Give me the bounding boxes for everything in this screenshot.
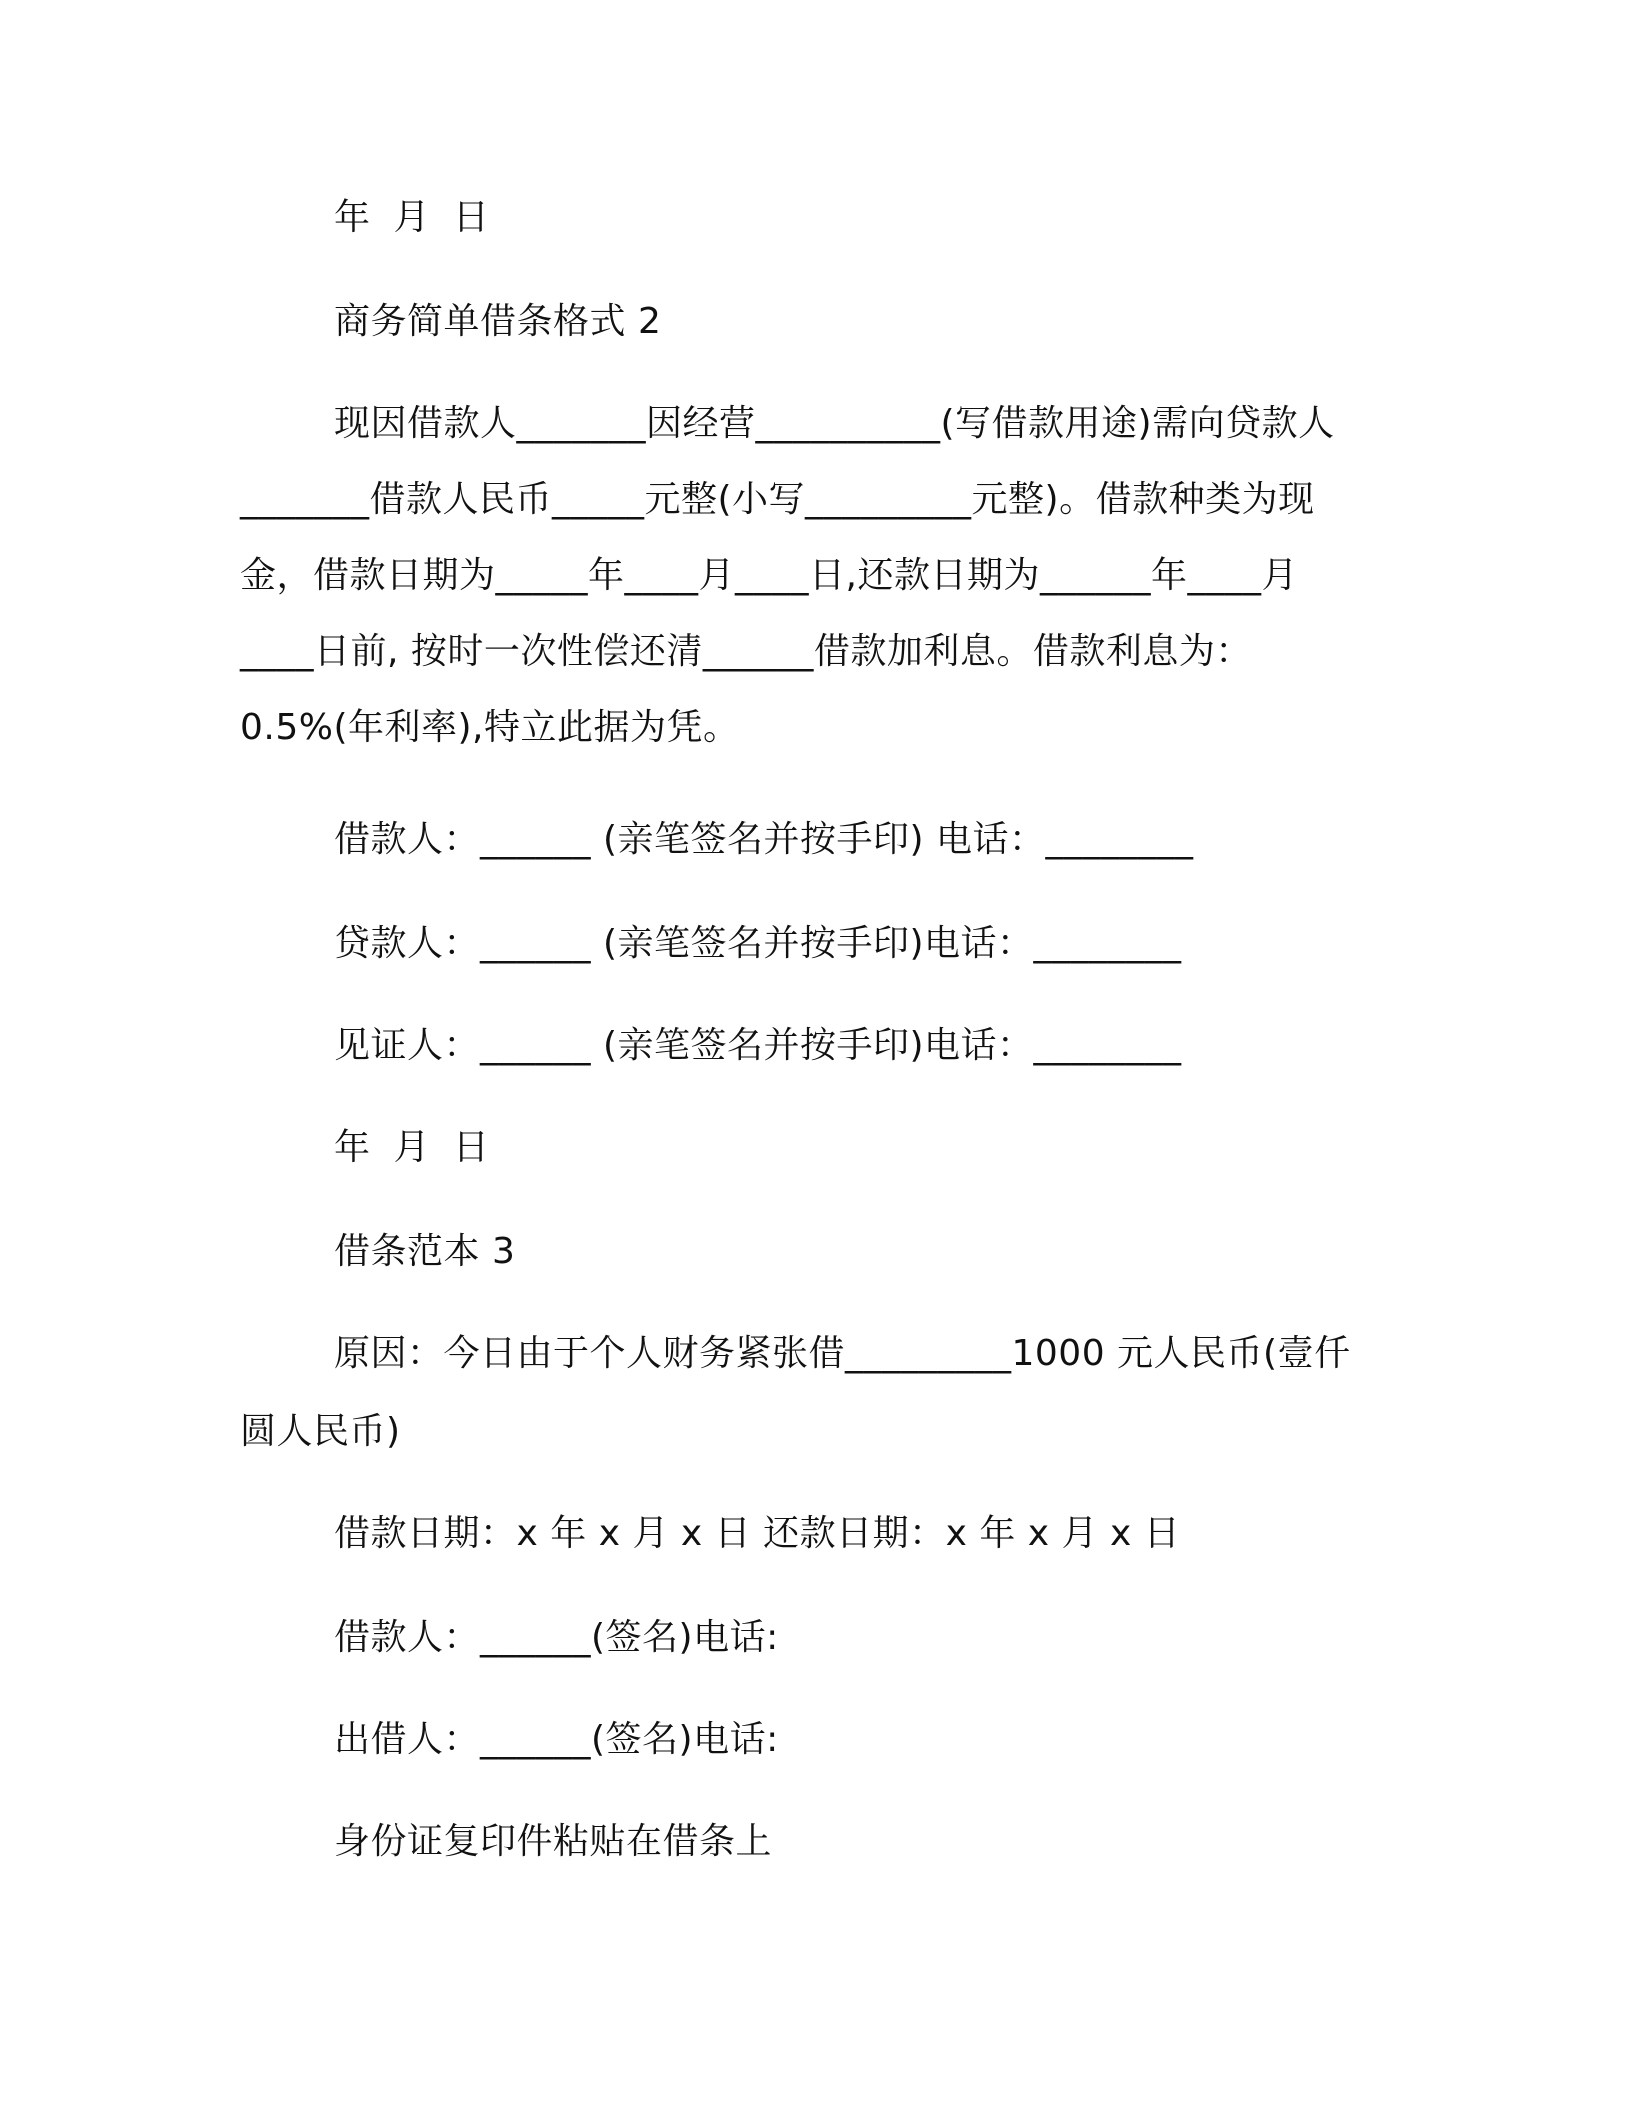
section-3-lender: 出借人：______(签名)电话: bbox=[334, 1719, 779, 1760]
section-2-title: 商务简单借条格式 2 bbox=[334, 301, 662, 342]
section-3-dates: 借款日期：x 年 x 月 x 日 还款日期：x 年 x 月 x 日 bbox=[334, 1513, 1181, 1554]
section-2-para-line-4: ____日前, 按时一次性偿还清______借款加利息。借款利息为： bbox=[240, 631, 1252, 672]
section-2-para-line-2: _______借款人民币_____元整(小写_________元整)。借款种类为现 bbox=[240, 479, 1315, 520]
section-3-title: 借条范本 3 bbox=[334, 1231, 516, 1272]
section-3-reason-line-1: 原因：今日由于个人财务紧张借_________1000 元人民币(壹仟 bbox=[334, 1333, 1351, 1374]
signature-borrower: 借款人：______ (亲笔签名并按手印) 电话：________ bbox=[334, 819, 1194, 860]
date-line-1: 年 月 日 bbox=[334, 197, 495, 238]
section-2-para-line-5: 0.5%(年利率),特立此据为凭。 bbox=[240, 707, 740, 748]
section-2-para-line-1: 现因借款人_______因经营__________(写借款用途)需向贷款人 bbox=[334, 403, 1335, 444]
signature-witness: 见证人：______ (亲笔签名并按手印)电话：________ bbox=[334, 1025, 1182, 1066]
signature-lender: 贷款人：______ (亲笔签名并按手印)电话：________ bbox=[334, 923, 1182, 964]
section-3-reason-line-2: 圆人民币) bbox=[240, 1411, 401, 1452]
section-2-para-line-3: 金，借款日期为_____年____月____日,还款日期为______年____月 bbox=[240, 555, 1298, 596]
section-3-note: 身份证复印件粘贴在借条上 bbox=[334, 1821, 773, 1862]
section-3-borrower: 借款人：______(签名)电话: bbox=[334, 1617, 779, 1658]
date-line-2: 年 月 日 bbox=[334, 1127, 495, 1168]
